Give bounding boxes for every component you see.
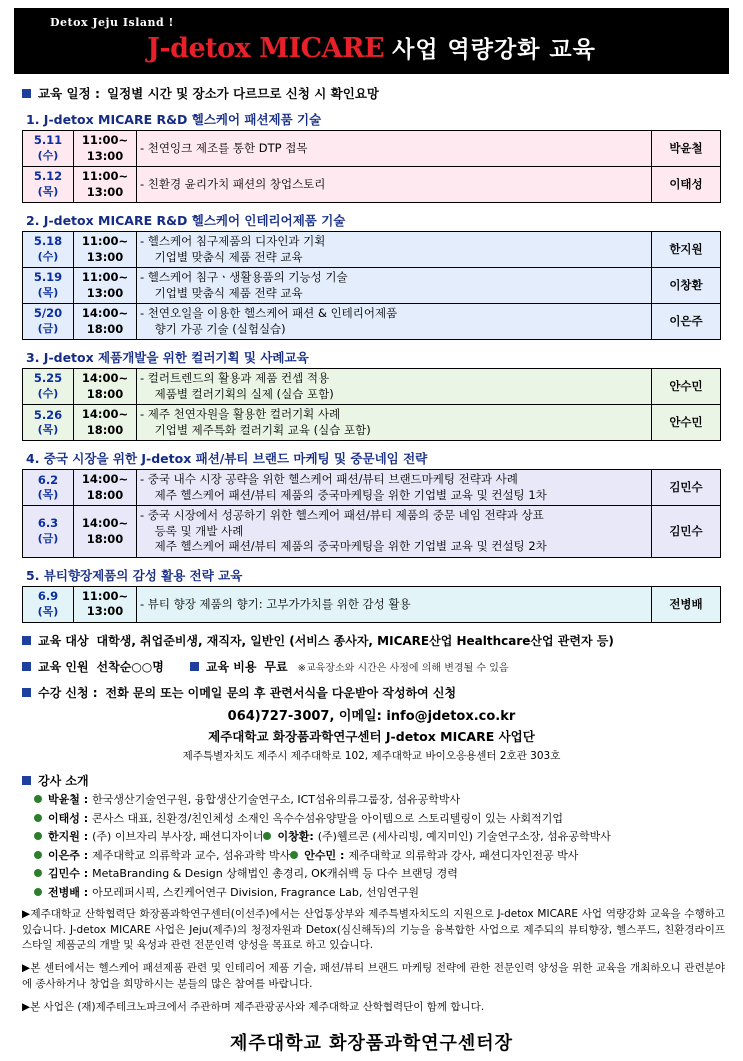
header-banner bbox=[14, 8, 729, 74]
bullet-dot-icon bbox=[34, 869, 42, 877]
cell-time: 11:00~ 13:00 bbox=[74, 586, 137, 622]
lecturer-name: 한지원 : bbox=[48, 830, 89, 844]
cell-time: 14:00~ 18:00 bbox=[74, 369, 137, 405]
cell-description: - 헬스케어 침구ㆍ생활용품의 기능성 기술 기업별 맞춤식 제품 전략 교육 bbox=[137, 268, 652, 304]
cell-time: 14:00~ 18:00 bbox=[74, 304, 137, 340]
count-value: 선착순○○명 bbox=[96, 659, 164, 674]
cell-lecturer: 한지원 bbox=[652, 232, 721, 268]
lecturer-desc: 한국생산기술연구원, 융합생산기술연구소, ICT섬유의류그룹장, 섬유공학박사 bbox=[92, 793, 461, 807]
cell-description: - 뷰티 향장 제품의 향기: 고부가가치를 위한 감성 활용 bbox=[137, 586, 652, 622]
table-row bbox=[23, 268, 721, 304]
cell-lecturer: 김민수 bbox=[652, 470, 721, 506]
footer-paragraph: ▶제주대학교 산학협력단 화장품과학연구센터(이선주)에서는 산업통상부와 제주특별자치도의 지원으로 J-detox MICARE 사업 역량강화 교육을 수행하고 있습니다. J-detox MICARE 사업은 Jeju(제주)의 청정자원과 Detox(심신해독)의 기능을 융복합한 사업으로 제주되의 뷰티향장, 헬스푸드, 친환경라이프스타일 제품군의 개발 및 육성과 관련 전문인력 양성을 목표로 하고 있습니다. bbox=[22, 907, 725, 952]
cell-description: - 중국 시장에서 성공하기 위한 헬스케어 패션/뷰티 제품의 중문 네임 전략과 상표 등록 및 개발 사례 제주 헬스케어 패션/뷰티 제품의 중국마케팅을 위한 기업별 교육 및 컨설팅 2차 bbox=[137, 506, 652, 558]
schedule-sections bbox=[0, 110, 743, 623]
cell-date: 5.25 (수) bbox=[23, 369, 74, 405]
square-bullet-icon bbox=[22, 662, 31, 671]
lecturer-name: 전병배 : bbox=[48, 885, 89, 899]
footer-paragraphs bbox=[0, 907, 743, 1016]
cell-date: 5.12 (목) bbox=[23, 167, 74, 203]
lecturer-item bbox=[34, 884, 743, 900]
apply-org: 제주대학교 화장품과학연구센터 J-detox MICARE 사업단 bbox=[208, 728, 535, 744]
table-row bbox=[23, 304, 721, 340]
apply-details bbox=[0, 705, 743, 763]
banner-subtitle: Detox Jeju Island ! bbox=[50, 16, 174, 29]
schedule-note-text: 일정별 시간 및 장소가 다르므로 신청 시 확인요망 bbox=[107, 86, 379, 101]
banner-title-brand: J-detox MICARE bbox=[147, 33, 385, 64]
lecturer-item bbox=[34, 791, 743, 807]
count-cost-row bbox=[22, 658, 743, 675]
table-row bbox=[23, 506, 721, 558]
target-value: 대학생, 취업준비생, 재직자, 일반인 (서비스 종사자, MICARE산업 Healthcare산업 관련자 등) bbox=[96, 633, 614, 648]
cell-time: 11:00~ 13:00 bbox=[74, 131, 137, 167]
apply-address: 제주특별자치도 제주시 제주대학로 102, 제주대학교 바이오응용센터 2호관 303호 bbox=[182, 749, 561, 762]
lecturer-desc: 제주대학교 의류학과 강사, 패션디자인전공 박사 bbox=[348, 848, 579, 862]
cell-date: 5.26 (목) bbox=[23, 405, 74, 441]
square-bullet-icon bbox=[22, 776, 31, 785]
schedule-table bbox=[22, 586, 721, 623]
banner-title bbox=[28, 31, 715, 64]
lecturer-name: 박윤철 : bbox=[48, 793, 89, 807]
square-bullet-icon bbox=[22, 89, 31, 98]
cell-time: 11:00~ 13:00 bbox=[74, 167, 137, 203]
schedule-table bbox=[22, 130, 721, 203]
cell-time: 14:00~ 18:00 bbox=[74, 470, 137, 506]
lecturer-desc: 아모레퍼시픽, 스킨케어연구 Division, Fragrance Lab, 선임연구원 bbox=[92, 885, 419, 899]
lecturer-desc: 제주대학교 의류학과 교수, 섬유과학 박사 bbox=[92, 848, 291, 862]
lecturer-name: 안수민 : bbox=[304, 848, 345, 862]
square-bullet-icon bbox=[22, 636, 31, 645]
apply-label: 수강 신청 : bbox=[38, 685, 98, 700]
cell-lecturer: 이은주 bbox=[652, 304, 721, 340]
apply-contact: 064)727-3007, 이메일: info@jdetox.co.kr bbox=[227, 708, 516, 724]
lecturer-desc: (주) 이브자리 부사장, 패션디자이너 bbox=[92, 830, 264, 844]
schedule-table bbox=[22, 368, 721, 441]
lecturer-name: 이창환: bbox=[277, 830, 314, 844]
cell-date: 5/20 (금) bbox=[23, 304, 74, 340]
cost-label: 교육 비용 bbox=[205, 659, 257, 674]
lecturer-list bbox=[34, 791, 743, 900]
cell-description: - 천연잉크 제조를 통한 DTP 접목 bbox=[137, 131, 652, 167]
cell-time: 14:00~ 18:00 bbox=[74, 506, 137, 558]
apply-row bbox=[22, 684, 743, 701]
lecturers-label: 강사 소개 bbox=[38, 773, 89, 788]
cell-time: 11:00~ 13:00 bbox=[74, 232, 137, 268]
section-title: 1. J-detox MICARE R&D 헬스케어 패션제품 기술 bbox=[26, 112, 322, 127]
lecturer-name: 이태성 : bbox=[48, 811, 89, 825]
bullet-dot-icon bbox=[34, 832, 42, 840]
cell-lecturer: 안수민 bbox=[652, 405, 721, 441]
bullet-dot-icon bbox=[290, 851, 298, 859]
cell-time: 11:00~ 13:00 bbox=[74, 268, 137, 304]
lecturer-desc: MetaBranding & Design 상해법인 총경리, OK캐쉬백 등 다수 브랜딩 경력 bbox=[92, 867, 458, 881]
schedule-note-label: 교육 일정 : bbox=[38, 86, 101, 101]
table-row bbox=[23, 369, 721, 405]
target-row bbox=[22, 632, 743, 649]
lecturers-header bbox=[22, 772, 743, 789]
cell-date: 6.2 (목) bbox=[23, 470, 74, 506]
section-title: 4. 중국 시장을 위한 J-detox 패션/뷰티 브랜드 마케팅 및 중문네임 전략 bbox=[26, 451, 428, 467]
lecturer-item-pair bbox=[34, 847, 743, 863]
lecturer-desc: (주)웰르콘 (세사리빙, 예지미인) 기술연구소장, 섬유공학박사 bbox=[317, 830, 611, 844]
schedule-table bbox=[22, 231, 721, 340]
footer-paragraph: ▶본 사업은 (재)제주테크노파크에서 주관하며 제주관광공사와 제주대학교 산학협력단이 함께 합니다. bbox=[22, 1000, 485, 1013]
table-row bbox=[23, 131, 721, 167]
bullet-dot-icon bbox=[263, 832, 271, 840]
cell-lecturer: 안수민 bbox=[652, 369, 721, 405]
cell-lecturer: 이창환 bbox=[652, 268, 721, 304]
section-title: 3. J-detox 제품개발을 위한 컬러기획 및 사례교육 bbox=[26, 350, 309, 366]
section-title: 2. J-detox MICARE R&D 헬스케어 인테리어제품 기술 bbox=[26, 213, 346, 229]
cell-date: 6.3 (금) bbox=[23, 506, 74, 558]
lecturer-item bbox=[34, 865, 743, 881]
table-row bbox=[23, 405, 721, 441]
bullet-dot-icon bbox=[34, 795, 42, 803]
lecturer-name: 김민수 : bbox=[48, 867, 89, 881]
banner-title-text: 사업 역량강화 교육 bbox=[392, 37, 596, 63]
cell-description: - 헬스케어 침구제품의 디자인과 기획 기업별 맞춤식 제품 전략 교육 bbox=[137, 232, 652, 268]
cell-lecturer: 김민수 bbox=[652, 506, 721, 558]
cell-date: 5.19 (목) bbox=[23, 268, 74, 304]
table-row bbox=[23, 167, 721, 203]
poster-page bbox=[0, 8, 743, 1061]
count-label: 교육 인원 bbox=[38, 659, 89, 674]
lecturer-name: 이은주 : bbox=[48, 848, 89, 862]
cell-description: - 천연오일을 이용한 헬스케어 패션 & 인테리어제품 향기 가공 기술 (실험실습) bbox=[137, 304, 652, 340]
cost-note: ※교육장소와 시간은 사정에 의해 변경될 수 있음 bbox=[297, 662, 509, 674]
lecturer-item bbox=[34, 810, 743, 826]
bullet-dot-icon bbox=[34, 888, 42, 896]
cell-date: 5.11 (수) bbox=[23, 131, 74, 167]
schedule-note bbox=[22, 84, 743, 102]
square-bullet-icon bbox=[190, 662, 199, 671]
cell-lecturer: 박윤철 bbox=[652, 131, 721, 167]
target-label: 교육 대상 bbox=[38, 633, 89, 648]
footer-paragraph: ▶본 센터에서는 헬스케어 패션제품 관련 및 인테리어 제품 기술, 패션/뷰티 브랜드 마케팅 전략에 관한 전문인력 양성을 위한 교육을 개최하오니 관련분야에 종사하거나 창업을 희망하시는 분들의 많은 참여를 바랍니다. bbox=[22, 962, 725, 990]
apply-text: 전화 문의 또는 이메일 문의 후 관련서식을 다운받아 작성하여 신청 bbox=[105, 685, 457, 700]
cell-time: 14:00~ 18:00 bbox=[74, 405, 137, 441]
cell-date: 5.18 (수) bbox=[23, 232, 74, 268]
cell-date: 6.9 (목) bbox=[23, 586, 74, 622]
cell-description: - 제주 천연자원을 활용한 컬러기획 사례 기업별 제주특화 컬러기획 교육 (실습 포함) bbox=[137, 405, 652, 441]
cell-description: - 친환경 윤리가치 패션의 창업스토리 bbox=[137, 167, 652, 203]
table-row bbox=[23, 232, 721, 268]
cell-description: - 컬러트렌드의 활용과 제품 컨셉 적용 제품별 컬러기획의 실제 (실습 포함) bbox=[137, 369, 652, 405]
square-bullet-icon bbox=[22, 688, 31, 697]
lecturer-desc: 콘사스 대표, 친환경/친인체성 소재인 옥수수섬유양말을 아이템으로 스토리텔링이 있는 사회적기업 bbox=[92, 811, 563, 825]
footer-title: 제주대학교 화장품과학연구센터장 bbox=[229, 1033, 514, 1055]
cell-description: - 중국 내수 시장 공략을 위한 헬스케어 패션/뷰티 브랜드마케팅 전략과 사례 제주 헬스케어 패션/뷰티 제품의 중국마케팅을 위한 기업별 교육 및 컨설팅 1차 bbox=[137, 470, 652, 506]
cell-lecturer: 전병배 bbox=[652, 586, 721, 622]
table-row bbox=[23, 470, 721, 506]
section-title: 5. 뷰티향장제품의 감성 활용 전략 교육 bbox=[26, 567, 243, 583]
bullet-dot-icon bbox=[34, 851, 42, 859]
cell-lecturer: 이태성 bbox=[652, 167, 721, 203]
table-row bbox=[23, 586, 721, 622]
schedule-table bbox=[22, 469, 721, 558]
bullet-dot-icon bbox=[34, 814, 42, 822]
lecturer-item-pair bbox=[34, 828, 743, 844]
cost-value: 무료 bbox=[264, 659, 288, 674]
